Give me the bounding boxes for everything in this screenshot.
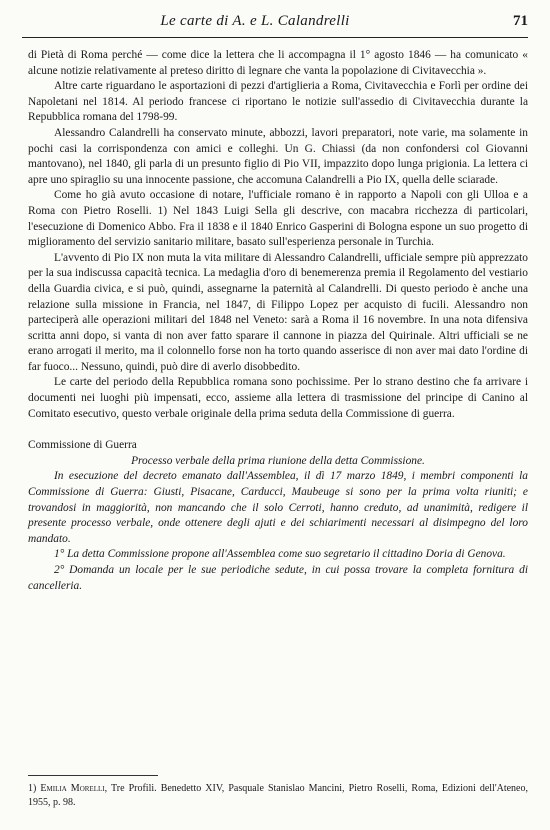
footnote-text: , Tre Profili. Benedetto XIV, Pasquale Stanislao Mancini, Pietro Roselli, Roma, Edizioni dell'Ateneo, 1955, p. 98. — [28, 783, 528, 808]
running-title: Le carte di A. e L. Calandrelli — [160, 13, 350, 29]
document-paragraph: 2° Domanda un locale per le sue periodiche sedute, in cui possa trovare la completa fornitura di cancelleria. — [28, 564, 528, 592]
paragraph: di Pietà di Roma perché — come dice la lettera che li accompagna il 1° agosto 1846 — ha comunicato « alcune notizie relativamente al preteso diritto di legnare che vanta la popolazione di Civitavecchia ». — [28, 49, 528, 77]
transcribed-document — [28, 454, 528, 594]
body-text — [28, 48, 528, 594]
document-paragraph: 1° La detta Commissione propone all'Assemblea come suo segretario il cittadino Doria di Genova. — [54, 548, 506, 561]
footnote-rule — [28, 775, 158, 776]
paragraph: Le carte del periodo della Repubblica romana sono pochissime. Per lo strano destino che fa arrivare i documenti nei luoghi più impensati, ecco, assieme alla lettera di trasmissione del principe di Canino al Comitato esecutivo, questo verbale originale della prima seduta della Commissione di guerra. — [28, 376, 528, 420]
page-header — [22, 14, 528, 36]
footnote-author: Emilia Morelli — [40, 783, 105, 794]
section-heading: Commissione di Guerra — [28, 439, 137, 452]
footnote — [28, 782, 528, 810]
document-paragraph: In esecuzione del decreto emanato dall'Assemblea, il dì 17 marzo 1849, i membri componenti la Commissione di Guerra: Giusti, Pisacane, Carducci, Maubeuge si sono per la prima volta riuniti; e trovandosi in maggiorità, non mancando che il solo Cerroti, hanno creduto, ad unanimità, redigere il presente processo verbale, onde ottenere degli ajuti e dei schiarimenti necessari al disimpegno del loro mandato. — [28, 470, 528, 545]
page-number: 71 — [513, 13, 528, 29]
header-rule — [22, 37, 528, 38]
paragraph: Altre carte riguardano le asportazioni di pezzi d'artiglieria a Roma, Civitavecchia e Forlì per ordine dei Napoletani nel 1814. Al periodo francese ci riportano le notizie sull'assedio di Civitavecchia durante la Repubblica romana del 1798-99. — [28, 80, 528, 124]
paragraph: Alessandro Calandrelli ha conservato minute, abbozzi, lavori preparatori, note varie, ma solamente in pochi casi la corrispondenza con amici e colleghi. Un G. Chiassi (da non confondersi col Giovanni mantovano), nel 1840, gli parla di un presunto figlio di Pio VII, impazzito dopo lunga prigionia. La lettera ci apre uno spiraglio su una innocente passione, che accomuna Calandrelli a Pio IX, quella delle sciarade. — [28, 126, 528, 186]
section-gap — [28, 422, 528, 438]
document-title: Processo verbale della prima riunione della detta Commissione. — [131, 454, 425, 467]
footnote-marker: 1) — [28, 783, 37, 794]
paragraph: L'avvento di Pio IX non muta la vita militare di Alessandro Calandrelli, ufficiale sempre più apprezzato per la sua indiscussa capacità tecnica. La medaglia d'oro di benemerenza premia il Regolamento del vestiario della Guardia civica, e si può, quindi, assegnarne la paternità al Calandrelli. Di questo periodo è anche una relazione sulla missione in Francia, nel 1847, di Filippo Lopez per acquisto di fucili. Alessandro non parteciperà alle operazioni militari del 1848 nel Veneto: sarà a Roma il 16 novembre. In una nota difensiva scritta anni dopo, si vanta di non aver fatto sparare il cannone in piazza del Quirinale. Altri ufficiali se ne erano arrogati il merito, ma il colonnello forse non ha torto quando asserisce di non aver mai dato l'ordine di far fuoco... Nessuno, quindi, può dire di averlo disobbedito. — [28, 251, 528, 373]
paragraph: Come ho già avuto occasione di notare, l'ufficiale romano è in rapporto a Napoli con gli Ulloa e a Roma con Pietro Roselli. 1) Nel 1843 Luigi Sella gli descrive, con macabra ricchezza di particolari, l'esecuzione di Domenico Abbo. Fra il 1838 e il 1840 Enrico Gasperini di Bologna espone un suo progetto di miglioramento del servizio sanitario militare, basato sull'esperienza personale in Turchia. — [28, 189, 528, 249]
